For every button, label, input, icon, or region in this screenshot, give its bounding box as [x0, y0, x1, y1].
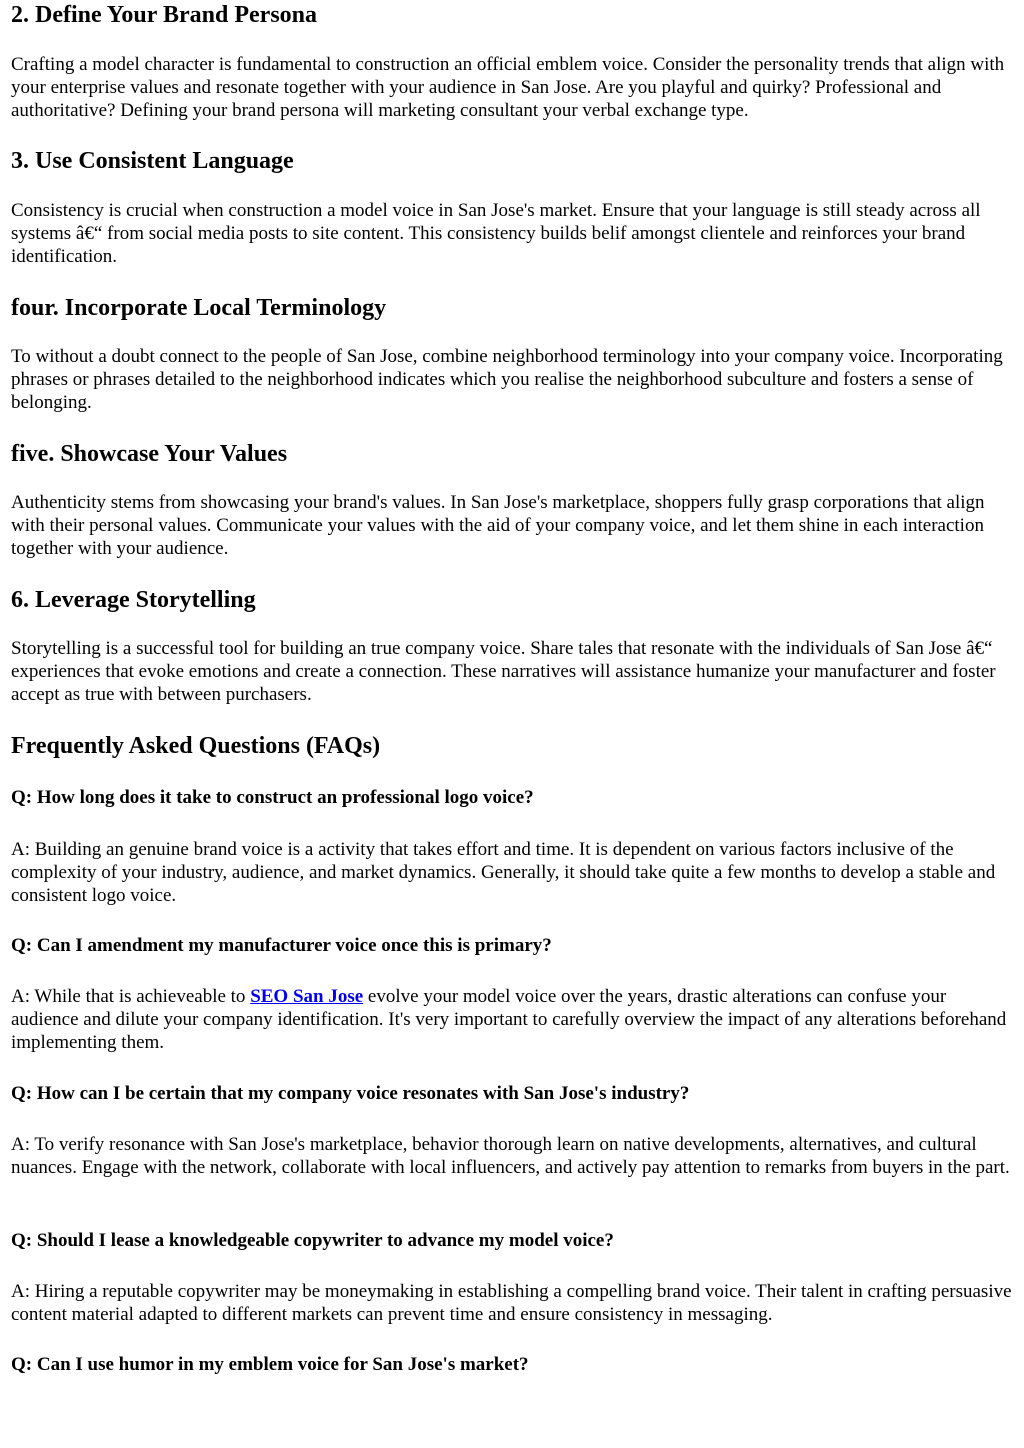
faq-answer-text: A: While that is achieveable to — [11, 986, 251, 1007]
section-heading-local-terminology: four. Incorporate Local Terminology — [11, 295, 387, 321]
faq-heading: Frequently Asked Questions (FAQs) — [11, 733, 381, 759]
faq-answer: A: Building an genuine brand voice is a activity that takes effort and time. It is dependent on various factors inclusive of the complexity of your industry, audience, and market dynamics. Generally, it should take quite a few months to develop a stable and consistent logo voice. — [11, 839, 996, 906]
faq-answer — [11, 985, 1014, 1054]
section-heading-consistent-language: 3. Use Consistent Language — [11, 148, 294, 174]
section-heading-showcase-values: five. Showcase Your Values — [11, 441, 288, 467]
faq-answer: A: Hiring a reputable copywriter may be moneymaking in establishing a compelling brand voice. Their talent in crafting persuasive content material adapted to different markets can prevent time and ensure consistency in messaging. — [11, 1281, 1012, 1325]
faq-answer: A: To verify resonance with San Jose's marketplace, behavior thorough learn on native developments, alternatives, and cultural nuances. Engage with the network, collaborate with local influencers, and actively pay attention to remarks from buyers in the part. — [11, 1134, 1010, 1178]
faq-question: Q: Can I use humor in my emblem voice for San Jose's market? — [11, 1354, 529, 1375]
faq-question: Q: How can I be certain that my company voice resonates with San Jose's industry? — [11, 1083, 690, 1104]
section-body-showcase-values: Authenticity stems from showcasing your brand's values. In San Jose's marketplace, shoppers fully grasp corporations that align with their personal values. Communicate your values with the aid of your company voice, and let them shine in each interaction together with your audience. — [11, 492, 985, 559]
faq-answer-text: evolve your model voice over the years, drastic alterations can confuse your audience and dilute your company identification. It's very important to carefully overview the impact of any alterations beforehand implementing them. — [11, 986, 1007, 1053]
section-heading-storytelling: 6. Leverage Storytelling — [11, 587, 256, 613]
faq-question: Q: Can I amendment my manufacturer voice once this is primary? — [11, 935, 552, 956]
section-body-consistent-language: Consistency is crucial when construction a model voice in San Jose's market. Ensure that your language is still steady across all systems â€“ from social media posts to site content. This consistency builds belif amongst clientele and reinforces your brand identification. — [11, 200, 981, 267]
seo-san-jose-link[interactable]: SEO San Jose — [250, 986, 364, 1007]
section-body-local-terminology: To without a doubt connect to the people of San Jose, combine neighborhood terminology into your company voice. Incorporating phrases or phrases detailed to the neighborhood indicates which you realise the neighborhood subculture and fosters a sense of belonging. — [11, 346, 1003, 413]
section-body-storytelling: Storytelling is a successful tool for building an true company voice. Share tales that resonate with the individuals of San Jose â€“ experiences that evoke emotions and create a connection. These narratives will assistance humanize your manufacturer and foster accept as true with between purchasers. — [11, 638, 996, 705]
faq-question: Q: Should I lease a knowledgeable copywriter to advance my model voice? — [11, 1230, 614, 1251]
section-body-brand-persona: Crafting a model character is fundamental to construction an official emblem voice. Consider the personality trends that align with your enterprise values and resonate together with your audience in San Jose. Are you playful and quirky? Professional and authoritative? Defining your brand persona will marketing consultant your verbal exchange type. — [11, 54, 1005, 121]
section-heading-brand-persona: 2. Define Your Brand Persona — [11, 2, 317, 28]
faq-question: Q: How long does it take to construct an professional logo voice? — [11, 787, 534, 808]
